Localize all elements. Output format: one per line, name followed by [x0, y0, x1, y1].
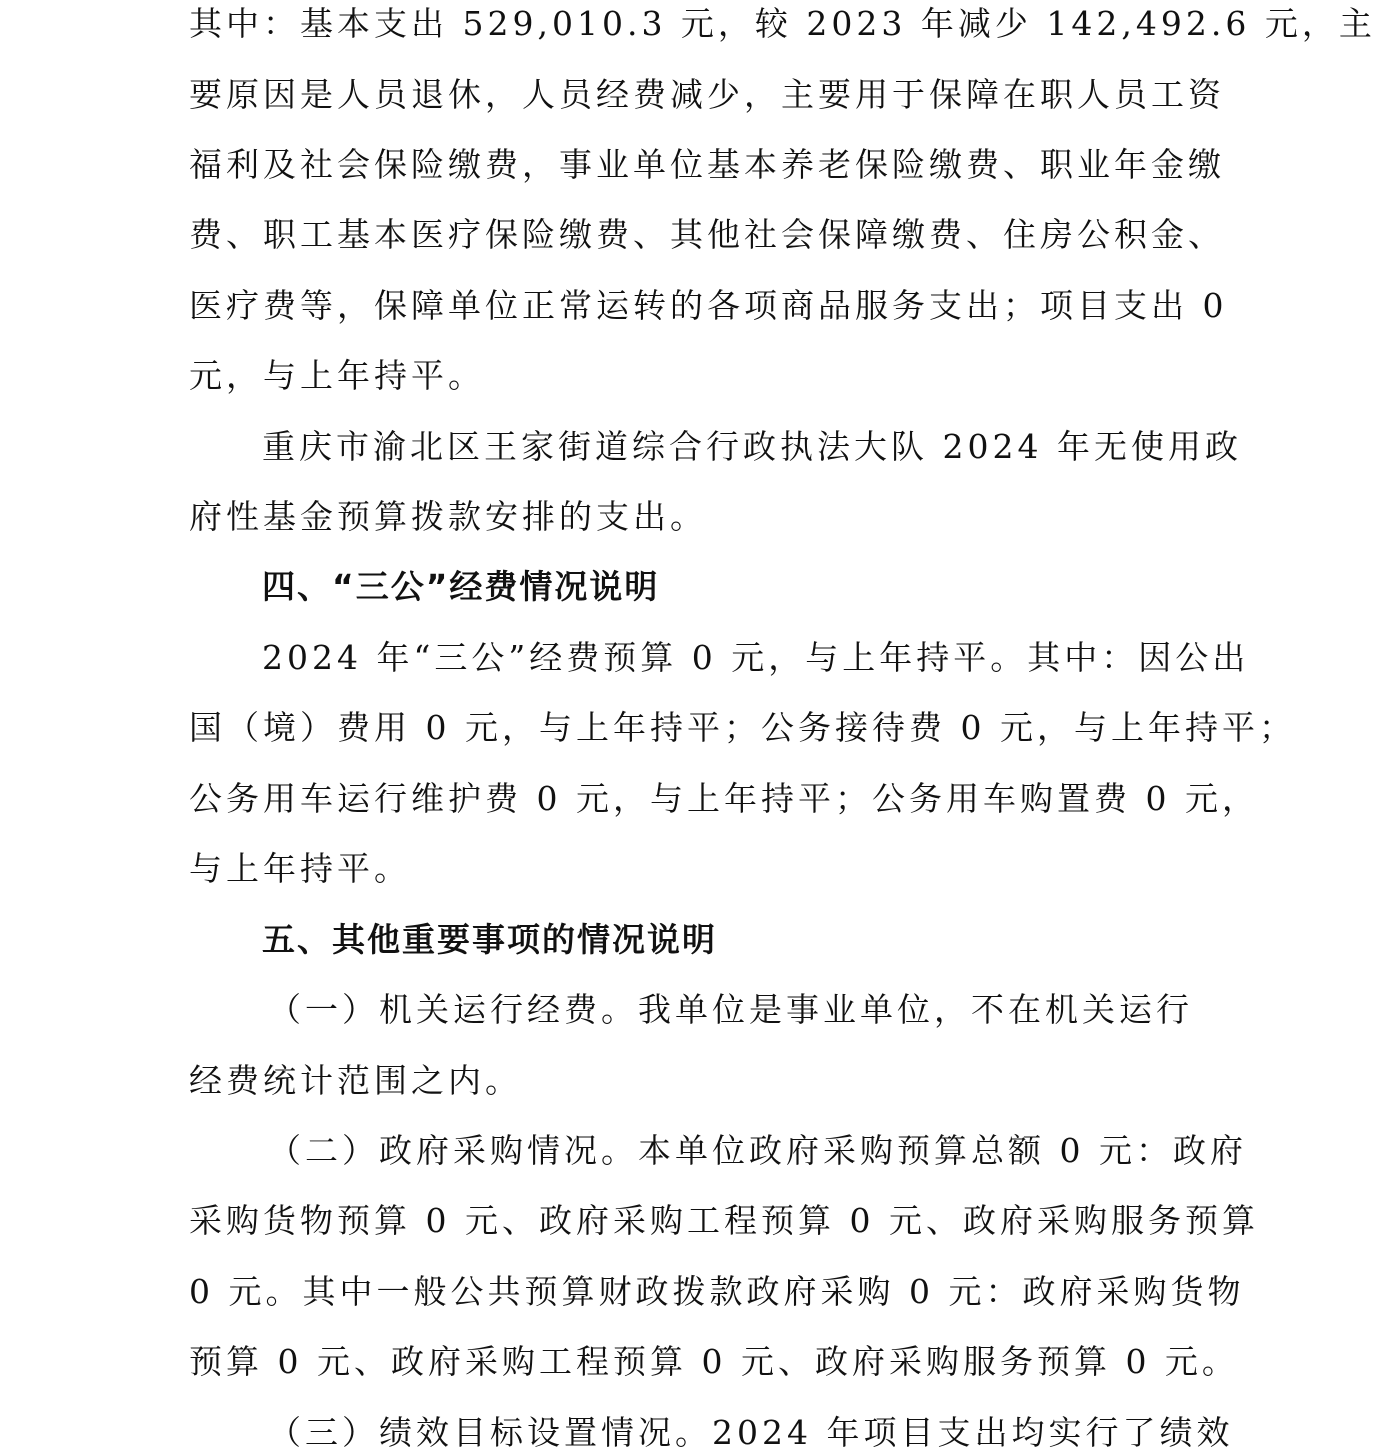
paragraph-line: 2024 年“三公”经费预算 0 元，与上年持平。其中：因公出 — [262, 638, 1250, 677]
paragraph-line: 与上年持平。 — [189, 849, 411, 888]
paragraph-line: （三）绩效目标设置情况。2024 年项目支出均实行了绩效 — [268, 1413, 1234, 1452]
paragraph-line: 公务用车运行维护费 0 元，与上年持平；公务用车购置费 0 元， — [189, 779, 1259, 818]
paragraph-line: 医疗费等，保障单位正常运转的各项商品服务支出；项目支出 0 — [189, 286, 1228, 325]
paragraph-line: 国（境）费用 0 元，与上年持平；公务接待费 0 元，与上年持平； — [189, 708, 1296, 747]
paragraph-line: 预算 0 元、政府采购工程预算 0 元、政府采购服务预算 0 元。 — [189, 1342, 1239, 1381]
paragraph-line: 其中：基本支出 529,010.3 元，较 2023 年减少 142,492.6 元，主 — [189, 4, 1376, 43]
section-heading-five: 五、其他重要事项的情况说明 — [262, 920, 717, 959]
section-heading-four: 四、“三公”经费情况说明 — [262, 567, 660, 606]
paragraph-line: 0 元。其中一般公共预算财政拨款政府采购 0 元：政府采购货物 — [189, 1272, 1245, 1311]
paragraph-line: 经费统计范围之内。 — [189, 1061, 522, 1100]
paragraph-line: （一）机关运行经费。我单位是事业单位，不在机关运行 — [268, 990, 1193, 1029]
paragraph-line: 福利及社会保险缴费，事业单位基本养老保险缴费、职业年金缴 — [189, 145, 1225, 184]
paragraph-line: 费、职工基本医疗保险缴费、其他社会保障缴费、住房公积金、 — [189, 215, 1225, 254]
paragraph-line: （二）政府采购情况。本单位政府采购预算总额 0 元：政府 — [268, 1131, 1247, 1170]
paragraph-line: 重庆市渝北区王家街道综合行政执法大队 2024 年无使用政 — [262, 427, 1242, 466]
paragraph-line: 要原因是人员退休，人员经费减少，主要用于保障在职人员工资 — [189, 75, 1225, 114]
paragraph-line: 府性基金预算拨款安排的支出。 — [189, 497, 707, 536]
paragraph-line: 采购货物预算 0 元、政府采购工程预算 0 元、政府采购服务预算 — [189, 1201, 1259, 1240]
paragraph-line: 元，与上年持平。 — [189, 356, 485, 395]
